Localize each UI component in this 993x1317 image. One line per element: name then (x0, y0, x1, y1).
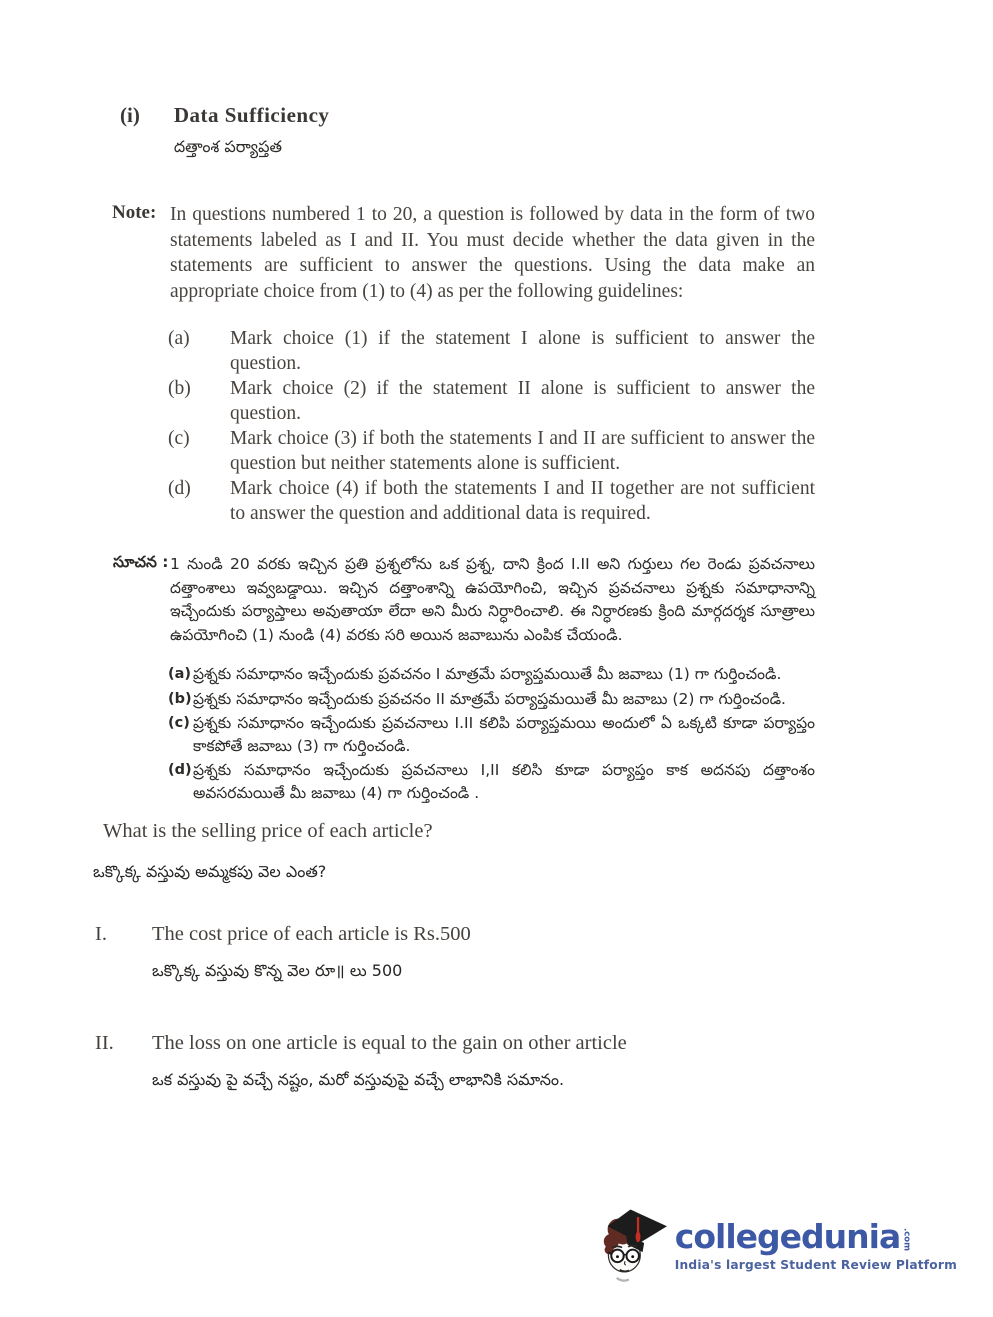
statement-1 (95, 923, 993, 946)
collegedunia-logo (600, 1203, 957, 1289)
section-heading (120, 103, 993, 160)
guideline-item-c (168, 426, 993, 476)
guideline-text: Mark choice (1) if the statement I alone is sufficient to answer the question. (230, 328, 815, 374)
statement-2-text: The loss on one article is equal to the gain on other article (152, 1032, 627, 1054)
note-text: In questions numbered 1 to 20, a question is followed by data in the form of two statements labeled as I and II. You must decide whether the data given in the statements are sufficient to answer the questions. Using the data make an appropriate choice from (1) to (4) as per the following guidelines: (170, 204, 815, 302)
guideline-label: (d) (168, 762, 192, 778)
brand-row (674, 1217, 957, 1256)
question-text: What is the selling price of each article? (103, 820, 433, 842)
guideline-text: Mark choice (2) if the statement II alone is sufficient to answer the question. (230, 378, 815, 424)
guideline-text: Mark choice (4) if both the statements I and II together are not sufficient to answer the question and additional data is required. (230, 478, 815, 524)
question-text-telugu: ఒక్కొక్క వస్తువు అమ్మకపు వెల ఎంత? (93, 862, 327, 881)
guideline-label: (c) (168, 715, 190, 731)
guideline-text: ప్రశ్నకు సమాధానం ఇచ్చేందుకు ప్రవచనాలు I.II కలిపి పర్యాప్తమయి అందులో ఏ ఒక్కటి కూడా పర్యాప్తం కాకపోతే జవాబు (3) గా గుర్తించండి. (193, 714, 815, 755)
guideline-label: (a) (168, 666, 192, 682)
note-text-telugu: 1 నుండి 20 వరకు ఇచ్చిన ప్రతి ప్రశ్నలోను ఒక ప్రశ్న, దాని క్రింద I.II అని గుర్తులు గల రెండు ప్రవచనాలు దత్తాంశాలు ఇవ్వబడ్డాయి. ఇచ్చిన దత్తాంశాన్ని ఉపయోగించి, ఇచ్చిన ప్రవచనాలు ప్రశ్నకు సమాధానాన్ని ఇచ్చేందుకు పర్యాప్తాలు అవుతాయా లేదా అని మీరు నిర్ధారించాలి. ఈ నిర్ధారణకు క్రింది మార్గదర్శక సూత్రాలు ఉపయోగించి (1) నుండి (4) వరకు సరి అయిన జవాబును ఎంపిక చేయండి. (170, 555, 815, 644)
note-label-telugu: సూచన : (113, 553, 169, 571)
logo-text-group (674, 1217, 957, 1272)
guideline-text: ప్రశ్నకు సమాధానం ఇచ్చేందుకు ప్రవచనం II మాత్రమే పర్యాప్తమయితే మీ జవాబు (2) గా గుర్తించండి. (193, 689, 786, 708)
statement-1-text: The cost price of each article is Rs.500 (152, 923, 471, 945)
guideline-item-a-telugu (168, 663, 993, 686)
section-title-group (174, 103, 330, 160)
graduate-mascot-icon (600, 1203, 670, 1289)
guideline-label: (b) (168, 378, 191, 399)
statement-1-label: I. (95, 923, 107, 945)
section-marker: (i) (120, 103, 140, 127)
brand-tagline: India's largest Student Review Platform (674, 1258, 957, 1272)
statement-2-text-telugu: ఒక వస్తువు పై వచ్చే నష్టం, మరో వస్తువుపై వచ్చే లాభానికి సమానం. (152, 1070, 565, 1089)
guideline-text: ప్రశ్నకు సమాధానం ఇచ్చేందుకు ప్రవచనాలు I,II కలిసి కూడా పర్యాప్తం కాక అదనపు దత్తాంశం అవసరమయితే మీ జవాబు (4) గా గుర్తించండి . (193, 761, 815, 802)
guideline-label: (c) (168, 428, 190, 449)
guideline-label: (d) (168, 478, 191, 499)
guideline-item-c-telugu (168, 712, 993, 757)
brand-domain: .com (901, 1228, 912, 1251)
statement-2-label: II. (95, 1032, 114, 1054)
statement-1-text-telugu: ఒక్కొక్క వస్తువు కొన్న వెల రూ॥ లు 500 (152, 961, 403, 980)
note-telugu (113, 553, 993, 647)
note-english (112, 202, 993, 304)
guideline-item-a (168, 326, 993, 376)
guideline-item-d (168, 476, 993, 526)
guidelines-telugu (168, 663, 993, 804)
guideline-item-b (168, 376, 993, 426)
guideline-text: ప్రశ్నకు సమాధానం ఇచ్చేందుకు ప్రవచనం I మాత్రమే పర్యాప్తమయితే మీ జవాబు (1) గా గుర్తించండి. (193, 665, 782, 683)
guideline-label: (a) (168, 328, 190, 349)
brand-name: collegedunia (674, 1217, 901, 1256)
guideline-item-b-telugu (168, 688, 993, 711)
statement-2 (95, 1032, 993, 1055)
guideline-item-d-telugu (168, 759, 993, 804)
guidelines-english (168, 326, 993, 526)
note-label: Note: (112, 202, 157, 223)
guideline-label: (b) (168, 690, 192, 707)
section-title-telugu: దత్తాంశ పర్యాప్తత (173, 137, 282, 156)
section-title: Data Sufficiency (173, 103, 330, 127)
guideline-text: Mark choice (3) if both the statements I and II are sufficient to answer the question but neither statements alone is sufficient. (230, 428, 815, 474)
